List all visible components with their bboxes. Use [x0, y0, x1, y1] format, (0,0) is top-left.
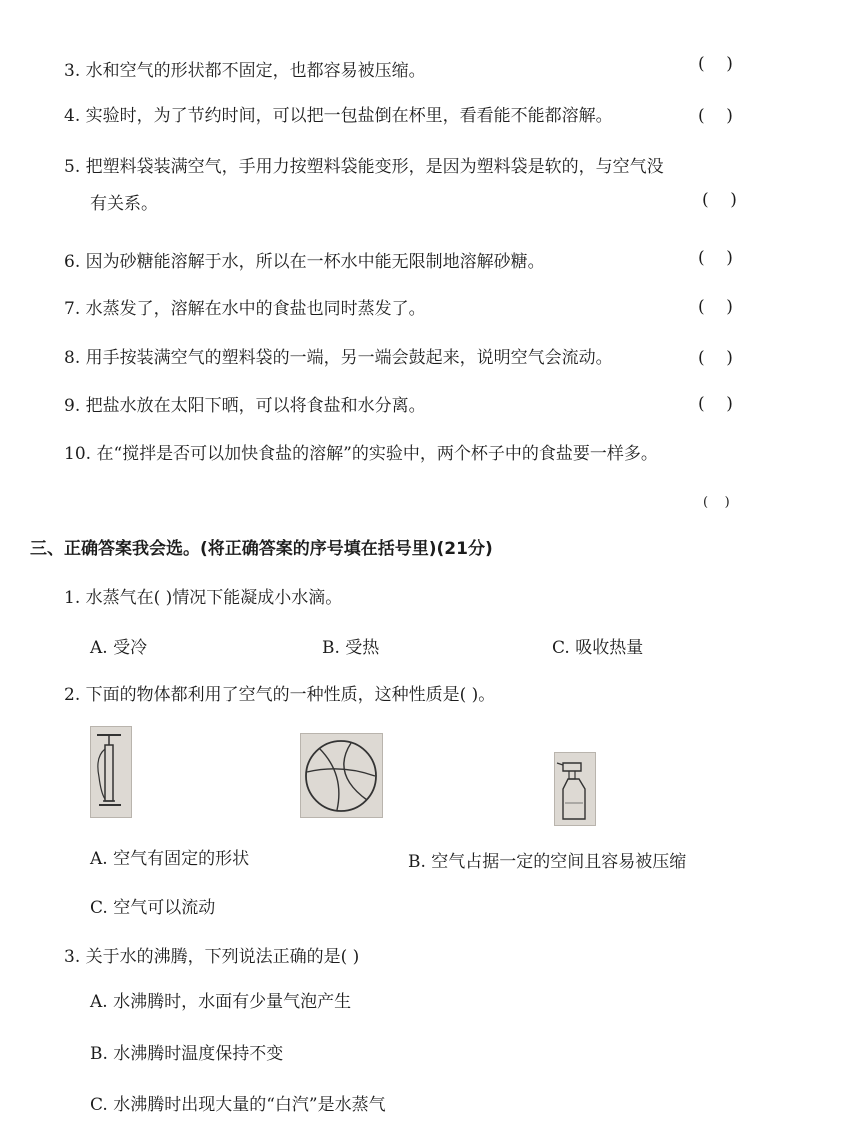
question-2-stem: 2. 下面的物体都利用了空气的一种性质，这种性质是( )。 [64, 685, 496, 705]
question-1-stem: 1. 水蒸气在( )情况下能凝成小水滴。 [64, 588, 343, 608]
tf-item-7: 7. 水蒸发了，溶解在水中的食盐也同时蒸发了。 [64, 299, 426, 319]
answer-bracket-6[interactable]: ( ) [698, 248, 733, 268]
answer-bracket-10[interactable]: ( ) [703, 495, 730, 510]
answer-bracket-3[interactable]: ( ) [698, 54, 733, 74]
answer-bracket-9[interactable]: ( ) [698, 394, 733, 414]
tf-item-9: 9. 把盐水放在太阳下晒，可以将食盐和水分离。 [64, 396, 426, 416]
q2-option-a[interactable]: A. 空气有固定的形状 [90, 849, 250, 869]
q2-option-c[interactable]: C. 空气可以流动 [90, 898, 216, 918]
tf-item-3: 3. 水和空气的形状都不固定，也都容易被压缩。 [64, 61, 426, 81]
ball-icon [301, 734, 382, 817]
spray-bottle-image [554, 752, 596, 826]
section-heading: 三、正确答案我会选。(将正确答案的序号填在括号里)(21分) [30, 539, 493, 559]
ball-image [300, 733, 383, 818]
q3-option-c[interactable]: C. 水沸腾时出现大量的“白汽”是水蒸气 [90, 1095, 386, 1115]
answer-bracket-5[interactable]: ( ) [702, 190, 737, 210]
q2-option-b[interactable]: B. 空气占据一定的空间且容易被压缩 [408, 852, 687, 872]
q1-option-a[interactable]: A. 受冷 [90, 638, 148, 658]
answer-bracket-7[interactable]: ( ) [698, 297, 733, 317]
pump-image [90, 726, 132, 818]
q1-option-c[interactable]: C. 吸收热量 [552, 638, 644, 658]
tf-item-8: 8. 用手按装满空气的塑料袋的一端，另一端会鼓起来，说明空气会流动。 [64, 348, 613, 368]
answer-bracket-4[interactable]: ( ) [698, 106, 733, 126]
tf-item-6: 6. 因为砂糖能溶解于水，所以在一杯水中能无限制地溶解砂糖。 [64, 252, 545, 272]
tf-item-10: 10. 在“搅拌是否可以加快食盐的溶解”的实验中，两个杯子中的食盐要一样多。 [64, 444, 658, 464]
answer-bracket-8[interactable]: ( ) [698, 348, 733, 368]
tf-item-5: 5. 把塑料袋装满空气，手用力按塑料袋能变形，是因为塑料袋是软的，与空气没 [64, 157, 664, 177]
tf-item-5-continued: 有关系。 [90, 194, 158, 214]
tf-item-4: 4. 实验时，为了节约时间，可以把一包盐倒在杯里，看看能不能都溶解。 [64, 106, 613, 126]
q1-option-b[interactable]: B. 受热 [322, 638, 380, 658]
spray-bottle-icon [555, 753, 595, 825]
question-3-stem: 3. 关于水的沸腾，下列说法正确的是( ) [64, 947, 360, 967]
q3-option-b[interactable]: B. 水沸腾时温度保持不变 [90, 1044, 284, 1064]
pump-icon [91, 727, 131, 817]
q3-option-a[interactable]: A. 水沸腾时，水面有少量气泡产生 [90, 992, 352, 1012]
